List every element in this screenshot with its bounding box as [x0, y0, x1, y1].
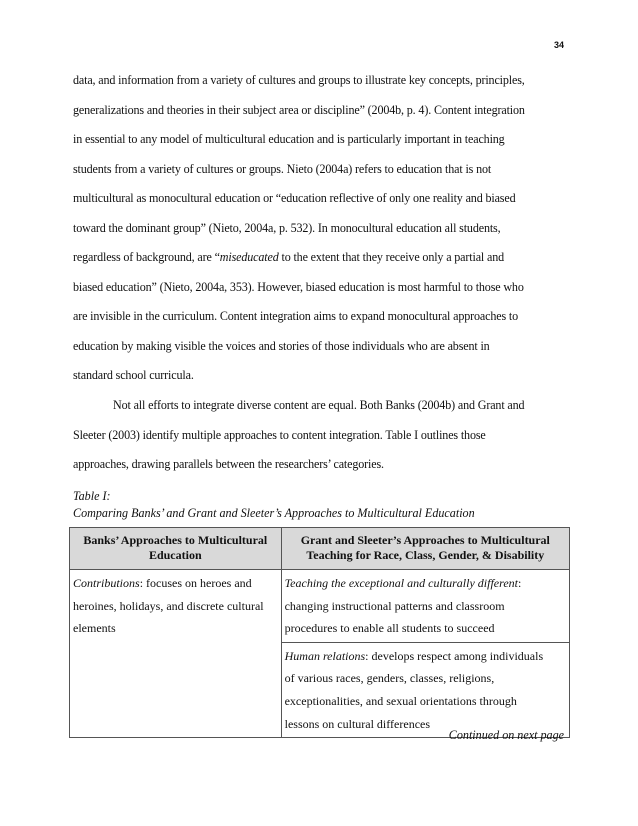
table-label: Table I: [73, 489, 111, 503]
cell-line: lessons on cultural differences [284, 716, 431, 731]
cell-line: elements [73, 621, 116, 636]
text-segment: : [518, 576, 522, 590]
header-grant-sleeter: Grant and Sleeter’s Approaches to Multicultural Teaching for Race, Class, Gender, & Disability [281, 528, 569, 570]
text-line: generalizations and theories in their subject area or discipline” (2004b, p. 4). Content integration [73, 102, 525, 117]
table-caption [73, 488, 573, 522]
cell-line: procedures to enable all students to succeed [284, 621, 495, 636]
emphasis-miseducated: miseducated [219, 250, 279, 265]
approach-term: Teaching the exceptional and culturally different [284, 576, 519, 590]
text-line: biased education” (Nieto, 2004a, 353). However, biased education is most harmful to those who [73, 279, 524, 294]
text-line: toward the dominant group” (Nieto, 2004a, p. 532). In monocultural education all students, [73, 220, 501, 235]
table-title: Comparing Banks’ and Grant and Sleeter’s Approaches to Multicultural Education [73, 506, 475, 520]
cell-line: heroines, holidays, and discrete cultural [73, 598, 264, 613]
table-row [70, 570, 570, 643]
banks-contributions-cell [70, 570, 282, 738]
approaches-table [69, 527, 570, 738]
text-segment: : develops respect among individuals [365, 648, 544, 663]
table-header-row [70, 528, 570, 570]
body-text [73, 66, 573, 480]
page-number: 34 [553, 40, 564, 50]
cell-line: exceptionalities, and sexual orientations through [284, 693, 517, 708]
cell-line [285, 645, 566, 668]
text-line: are invisible in the curriculum. Content integration aims to expand monocultural approaches to [73, 309, 519, 324]
text-line: education by making visible the voices and stories of those individuals who are absent in [73, 338, 490, 353]
text-line: Not all efforts to integrate diverse content are equal. Both Banks (2004b) and Grant and [113, 398, 525, 413]
cell-line: changing instructional patterns and classroom [284, 598, 505, 613]
header-banks: Banks’ Approaches to Multicultural Education [70, 528, 282, 570]
approach-term: Human relations [284, 648, 366, 663]
approach-term: Contributions [73, 576, 140, 590]
continued-note: Continued on next page [448, 728, 564, 742]
cell-line [285, 572, 566, 595]
text-line: Sleeter (2003) identify multiple approaches to content integration. Table I outlines those [73, 427, 486, 442]
text-line: data, and information from a variety of cultures and groups to illustrate key concepts, principles, [73, 73, 525, 87]
text-line: approaches, drawing parallels between the researchers’ categories. [73, 457, 384, 472]
cell-line [73, 572, 278, 595]
text-line: in essential to any model of multicultural education and is particularly important in teaching [73, 132, 505, 147]
text-segment: regardless of background, are “ [73, 250, 220, 265]
text-line [73, 243, 573, 273]
text-segment: : focuses on heroes and [139, 576, 252, 590]
grant-sleeter-human-relations-cell [281, 642, 569, 737]
text-line: standard school curricula. [73, 368, 194, 383]
grant-sleeter-exceptional-cell [281, 570, 569, 643]
text-segment: to the extent that they receive only a partial and [278, 250, 505, 265]
text-line: multicultural as monocultural education or “education reflective of only one reality and biased [73, 191, 516, 206]
cell-line: of various races, genders, classes, religions, [284, 671, 495, 686]
text-line: students from a variety of cultures or groups. Nieto (2004a) refers to education that is not [73, 161, 492, 176]
